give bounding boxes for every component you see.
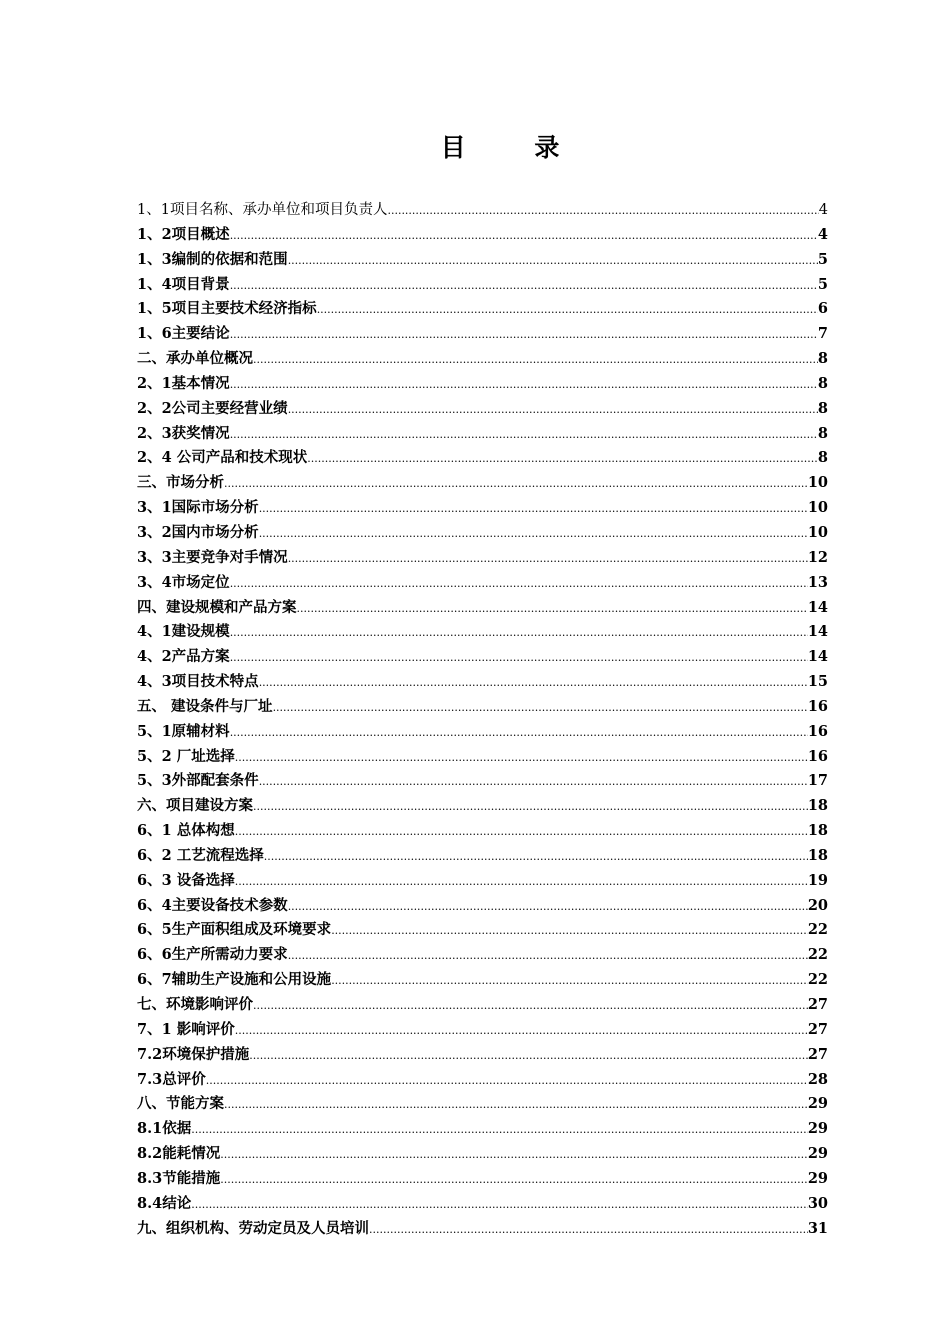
toc-dot-leader (220, 1173, 808, 1186)
toc-entry-page-number: 18 (807, 797, 828, 815)
toc-entry-page-number: 14 (807, 598, 828, 616)
toc-entry-label: 8.2能耗情况 (137, 1145, 221, 1163)
toc-dot-leader (288, 254, 818, 267)
toc-entry-page-number: 6 (817, 300, 828, 318)
toc-entry[interactable] (137, 769, 828, 794)
toc-entry-label: 七、环境影响评价 (137, 996, 253, 1013)
toc-entry[interactable] (137, 322, 828, 347)
toc-dot-leader (259, 502, 808, 515)
toc-entry[interactable] (137, 297, 828, 322)
toc-entry-label: 6、7辅助生产设施和公用设施 (137, 971, 332, 989)
toc-entry-page-number: 18 (807, 822, 828, 840)
toc-entry-page-number: 20 (807, 896, 828, 914)
toc-entry-label: 2、3获奖情况 (137, 424, 230, 442)
toc-entry[interactable] (137, 397, 828, 422)
toc-entry[interactable] (137, 546, 828, 571)
toc-entry-label: 九、组织机构、劳动定员及人员培训 (137, 1219, 369, 1237)
toc-dot-leader (230, 626, 808, 639)
toc-entry-label: 3、3主要竞争对手情况 (137, 548, 288, 566)
toc-entry-label: 八、节能方案 (137, 1095, 224, 1113)
toc-dot-leader (230, 651, 808, 664)
toc-entry[interactable] (137, 620, 828, 645)
toc-entry-page-number: 18 (807, 846, 828, 864)
toc-entry-page-number: 10 (807, 523, 828, 541)
toc-entry[interactable] (137, 993, 828, 1018)
toc-entry-page-number: 8 (817, 350, 828, 368)
toc-entry-label: 6、3 设备选择 (137, 871, 235, 889)
toc-entry-page-number: 8 (817, 374, 828, 392)
toc-entry[interactable] (137, 273, 828, 298)
toc-dot-leader (259, 527, 808, 540)
toc-dot-leader (253, 999, 808, 1012)
toc-dot-leader (230, 726, 808, 739)
toc-entry-page-number: 29 (807, 1169, 828, 1187)
toc-entry-label: 3、2国内市场分析 (137, 523, 259, 541)
toc-dot-leader (331, 924, 808, 937)
toc-entry-page-number: 17 (807, 772, 828, 790)
toc-dot-leader (273, 701, 808, 714)
toc-entry-label: 五、 建设条件与厂址 (137, 697, 273, 715)
toc-dot-leader (387, 204, 818, 217)
toc-entry[interactable] (137, 745, 828, 770)
toc-entry-label: 1、4项目背景 (137, 275, 230, 293)
toc-entry[interactable] (137, 223, 828, 248)
toc-entry-label: 1、2项目概述 (137, 225, 230, 243)
toc-entry-page-number: 27 (807, 996, 828, 1013)
toc-entry-label: 6、5生产面积组成及环境要求 (137, 921, 332, 939)
toc-entry-label: 三、市场分析 (137, 474, 224, 492)
toc-dot-leader (235, 751, 808, 764)
toc-entry-page-number: 8 (817, 449, 828, 467)
toc-entry[interactable] (137, 571, 828, 596)
toc-entry-page-number: 29 (807, 1095, 828, 1113)
toc-dot-leader (235, 825, 808, 838)
toc-entry-page-number: 29 (807, 1145, 828, 1163)
toc-entry[interactable] (137, 968, 828, 993)
toc-entry[interactable] (137, 943, 828, 968)
toc-dot-leader (288, 900, 808, 913)
toc-dot-leader (259, 676, 808, 689)
toc-entry[interactable] (137, 372, 828, 397)
toc-dot-leader (230, 428, 818, 441)
toc-entry-page-number: 16 (807, 697, 828, 715)
toc-entry-label: 6、6生产所需动力要求 (137, 946, 288, 964)
toc-dot-leader (230, 378, 818, 391)
toc-entry-page-number: 22 (807, 921, 828, 939)
toc-dot-leader (297, 602, 808, 615)
toc-entry-page-number: 4 (817, 225, 828, 243)
toc-entry[interactable] (137, 1117, 828, 1142)
toc-entry-page-number: 13 (807, 573, 828, 591)
toc-entry[interactable] (137, 446, 828, 471)
toc-dot-leader (249, 1049, 808, 1062)
toc-dot-leader (307, 452, 818, 465)
toc-dot-leader (191, 1123, 808, 1136)
toc-entry-label: 6、1 总体构想 (137, 822, 235, 840)
toc-entry[interactable] (137, 198, 828, 223)
toc-entry-label: 5、2 厂址选择 (137, 747, 235, 765)
toc-entry-page-number: 12 (807, 548, 828, 566)
toc-entry[interactable] (137, 794, 828, 819)
toc-entry-label: 8.1依据 (137, 1120, 192, 1138)
toc-entry-label: 6、4主要设备技术参数 (137, 896, 288, 914)
toc-entry[interactable] (137, 1092, 828, 1117)
toc-entry-page-number: 5 (817, 275, 828, 293)
toc-entry[interactable] (137, 1068, 828, 1093)
toc-entry-label: 1、1项目名称、承办单位和项目负责人 (137, 202, 388, 218)
toc-entry[interactable] (137, 695, 828, 720)
toc-entry-page-number: 16 (807, 747, 828, 765)
toc-entry[interactable] (137, 894, 828, 919)
toc-dot-leader (230, 229, 818, 242)
toc-dot-leader (331, 974, 808, 987)
toc-entry-label: 四、建设规模和产品方案 (137, 598, 297, 616)
toc-entry-page-number: 14 (807, 623, 828, 641)
toc-entry[interactable] (137, 521, 828, 546)
toc-entry-page-number: 16 (807, 722, 828, 740)
toc-entry-label: 1、5项目主要技术经济指标 (137, 300, 317, 318)
toc-entry[interactable] (137, 1192, 828, 1217)
toc-dot-leader (235, 1024, 808, 1037)
toc-entry-label: 3、4市场定位 (137, 573, 230, 591)
toc-entry[interactable] (137, 819, 828, 844)
toc-entry[interactable] (137, 1142, 828, 1167)
toc-entry[interactable] (137, 720, 828, 745)
toc-entry-page-number: 8 (817, 399, 828, 417)
toc-entry[interactable] (137, 645, 828, 670)
toc-entry-page-number: 27 (807, 1045, 828, 1063)
toc-entry[interactable] (137, 1043, 828, 1068)
toc-entry-page-number: 28 (807, 1070, 828, 1088)
toc-dot-leader (288, 949, 808, 962)
toc-dot-leader (224, 477, 808, 490)
toc-dot-leader (230, 328, 818, 341)
toc-entry[interactable] (137, 596, 828, 621)
toc-entry[interactable] (137, 248, 828, 273)
toc-dot-leader (288, 403, 818, 416)
toc-entry-page-number: 14 (807, 648, 828, 666)
toc-dot-leader (230, 279, 818, 292)
toc-entry-page-number: 15 (807, 673, 828, 691)
toc-dot-leader (206, 1074, 808, 1087)
toc-entry[interactable] (137, 471, 828, 496)
toc-dot-leader (235, 875, 808, 888)
toc-entry[interactable] (137, 1018, 828, 1043)
toc-entry-page-number: 22 (807, 946, 828, 964)
toc-entry[interactable] (137, 422, 828, 447)
toc-entry-label: 8.3节能措施 (137, 1169, 221, 1187)
toc-entry-page-number: 5 (817, 250, 828, 268)
toc-entry[interactable] (137, 496, 828, 521)
toc-entry-label: 7.3总评价 (137, 1070, 206, 1088)
page-title: 目 录 (440, 133, 590, 162)
toc-dot-leader (369, 1223, 808, 1236)
toc-dot-leader (264, 850, 808, 863)
toc-entry[interactable] (137, 1217, 828, 1242)
toc-entry-page-number: 4 (818, 202, 828, 218)
toc-entry-page-number: 10 (807, 499, 828, 517)
toc-entry-page-number: 22 (807, 971, 828, 989)
toc-entry-label: 8.4结论 (137, 1194, 192, 1212)
toc-entry-label: 7、1 影响评价 (137, 1020, 235, 1038)
toc-entry-label: 1、6主要结论 (137, 325, 230, 343)
toc-entry-page-number: 19 (807, 871, 828, 889)
toc-dot-leader (220, 1148, 808, 1161)
toc-entry[interactable] (137, 670, 828, 695)
toc-entry-label: 4、2产品方案 (137, 648, 230, 666)
toc-entry-label: 3、1国际市场分析 (137, 499, 259, 517)
toc-dot-leader (317, 303, 818, 316)
toc-dot-leader (253, 800, 808, 813)
toc-entry-label: 7.2环境保护措施 (137, 1045, 250, 1063)
toc-entry-page-number: 31 (807, 1219, 828, 1237)
toc-entry-page-number: 30 (807, 1194, 828, 1212)
toc-entry-label: 2、1基本情况 (137, 374, 230, 392)
toc-dot-leader (191, 1198, 808, 1211)
toc-entry-label: 5、3外部配套条件 (137, 772, 259, 790)
toc-entry-page-number: 27 (807, 1020, 828, 1038)
toc-entry-label: 6、2 工艺流程选择 (137, 846, 264, 864)
toc-dot-leader (288, 552, 808, 565)
table-of-contents (137, 198, 828, 1241)
toc-entry[interactable] (137, 869, 828, 894)
toc-entry-label: 4、1建设规模 (137, 623, 230, 641)
toc-entry-label: 六、项目建设方案 (137, 797, 253, 815)
toc-dot-leader (224, 1098, 808, 1111)
toc-dot-leader (230, 577, 808, 590)
toc-entry[interactable] (137, 918, 828, 943)
toc-entry-page-number: 8 (817, 424, 828, 442)
toc-entry-label: 2、4 公司产品和技术现状 (137, 449, 308, 467)
toc-entry-label: 2、2公司主要经营业绩 (137, 399, 288, 417)
toc-entry[interactable] (137, 844, 828, 869)
toc-entry-page-number: 7 (817, 325, 828, 343)
toc-entry-page-number: 29 (807, 1120, 828, 1138)
toc-entry-page-number: 10 (807, 474, 828, 492)
toc-entry-label: 二、承办单位概况 (137, 350, 253, 368)
toc-dot-leader (259, 775, 808, 788)
toc-dot-leader (253, 353, 818, 366)
toc-entry[interactable] (137, 1167, 828, 1192)
toc-entry-label: 5、1原辅材料 (137, 722, 230, 740)
toc-entry-label: 1、3编制的依据和范围 (137, 250, 288, 268)
toc-entry[interactable] (137, 347, 828, 372)
toc-entry-label: 4、3项目技术特点 (137, 673, 259, 691)
